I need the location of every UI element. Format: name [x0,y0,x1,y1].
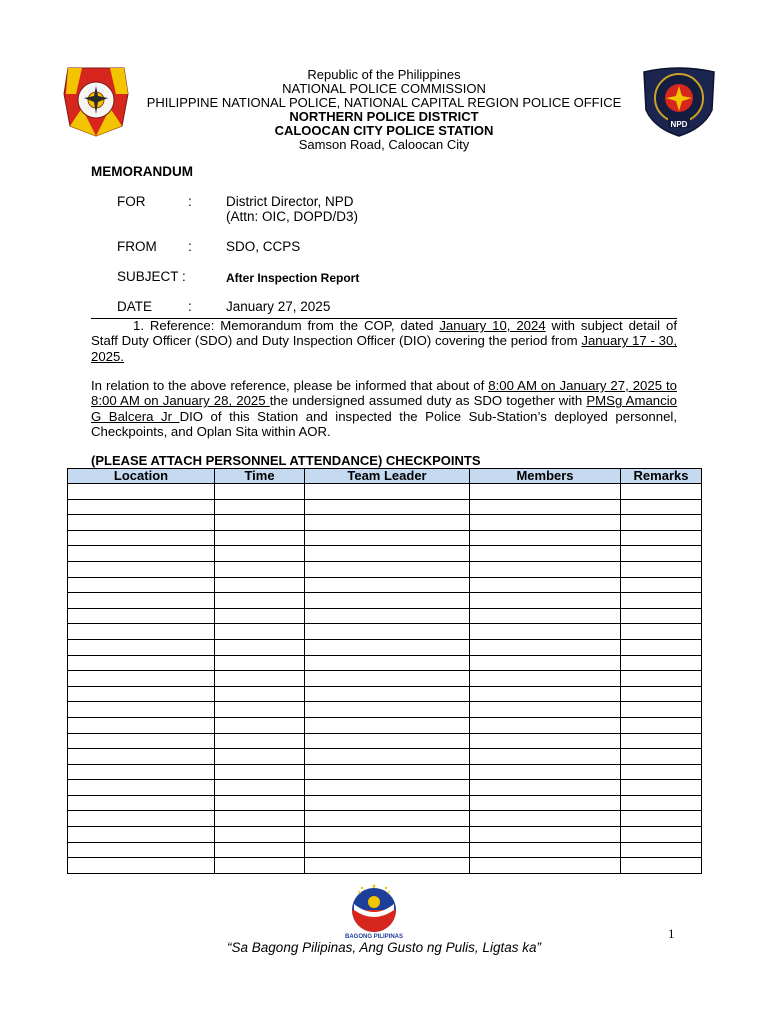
p1-text-b: with subject detail of Staff Duty Officer (SDO) and Duty Inspection Officer (DIO) covering the period from [91,318,677,349]
col-header-members: Members [470,469,621,484]
table-cell [68,717,215,733]
header-republic: Republic of the Philippines [307,67,461,82]
table-cell [215,733,305,749]
table-cell [621,577,702,593]
table-cell [621,655,702,671]
reference-paragraph [91,318,677,364]
p2-dio-name: PMSg Amancio G Balcera Jr [91,393,677,424]
table-cell [68,499,215,515]
table-cell [215,624,305,640]
table-cell [215,795,305,811]
checkpoints-table [67,468,702,874]
table-cell [470,530,621,546]
table-cell [621,842,702,858]
table-cell [68,577,215,593]
table-cell [305,702,470,718]
p2-duty-time: 8:00 AM on January 27, 2025 to 8:00 AM on January 28, 2025 [91,378,677,409]
memo-title: MEMORANDUM [91,164,193,179]
header-district: NORTHERN POLICE DISTRICT [289,109,479,124]
table-cell [621,593,702,609]
table-row [68,561,702,577]
table-cell [215,499,305,515]
date-label: DATE [117,299,153,314]
table-cell [305,530,470,546]
table-cell [470,686,621,702]
table-row [68,811,702,827]
table-cell [305,608,470,624]
table-row [68,717,702,733]
table-cell [621,608,702,624]
table-cell [305,561,470,577]
table-cell [305,499,470,515]
page-number: 1 [668,926,675,941]
table-cell [470,733,621,749]
table-cell [215,858,305,874]
p2-text-b: the undersigned assumed duty as SDO together with [269,393,587,409]
table-cell [621,546,702,562]
table-cell [621,780,702,796]
table-cell [305,764,470,780]
table-cell [470,749,621,765]
p1-memo-date: January 10, 2024 [439,318,546,333]
table-cell [470,811,621,827]
table-cell [305,717,470,733]
from-value: SDO, CCPS [226,239,301,254]
for-label: FOR [117,194,146,209]
table-cell [621,484,702,500]
table-cell [215,780,305,796]
for-attn: (Attn: OIC, DOPD/D3) [226,209,359,224]
table-cell [470,764,621,780]
table-cell [621,749,702,765]
table-cell [215,671,305,687]
table-cell [621,499,702,515]
table-cell [470,608,621,624]
table-cell [215,686,305,702]
table-cell [68,749,215,765]
table-cell [470,795,621,811]
table-cell [621,764,702,780]
table-cell [68,639,215,655]
table-cell [470,546,621,562]
table-cell [470,577,621,593]
table-cell [68,593,215,609]
date-colon: : [188,299,192,314]
subject-label: SUBJECT : [117,269,186,284]
table-cell [305,639,470,655]
table-cell [621,530,702,546]
table-row [68,530,702,546]
table-row [68,624,702,640]
table-cell [305,593,470,609]
table-cell [305,858,470,874]
table-cell [215,702,305,718]
table-row [68,671,702,687]
table-row [68,499,702,515]
from-colon: : [188,239,192,254]
table-cell [68,795,215,811]
table-cell [621,671,702,687]
table-cell [68,515,215,531]
table-cell [621,827,702,843]
table-cell [305,484,470,500]
table-cell [215,749,305,765]
header-station: CALOOCAN CITY POLICE STATION [274,123,494,138]
table-row [68,484,702,500]
table-cell [68,702,215,718]
bagong-pilipinas-logo [340,882,408,940]
table-cell [215,764,305,780]
bagong-pilipinas-logo-text: BAGONG PILIPINAS [344,934,404,940]
table-cell [470,499,621,515]
table-cell [68,546,215,562]
table-cell [215,655,305,671]
table-row [68,639,702,655]
table-cell [470,717,621,733]
date-value: January 27, 2025 [226,299,331,314]
table-cell [68,655,215,671]
table-row [68,608,702,624]
table-cell [215,639,305,655]
table-row [68,842,702,858]
table-cell [68,671,215,687]
table-cell [621,702,702,718]
table-row [68,546,702,562]
table-cell [68,764,215,780]
table-header-row [68,469,702,484]
table-cell [621,717,702,733]
table-row [68,827,702,843]
footer-motto: “Sa Bagong Pilipinas, Ang Gusto ng Pulis, Ligtas ka” [227,940,541,955]
table-cell [68,608,215,624]
table-cell [470,671,621,687]
table-cell [68,858,215,874]
table-cell [68,780,215,796]
table-cell [621,515,702,531]
table-row [68,749,702,765]
table-cell [470,593,621,609]
table-cell [68,842,215,858]
table-cell [305,811,470,827]
table-cell [621,686,702,702]
table-cell [621,811,702,827]
table-cell [305,733,470,749]
table-row [68,764,702,780]
table-cell [621,795,702,811]
table-cell [68,686,215,702]
table-row [68,733,702,749]
table-cell [470,624,621,640]
table-cell [215,484,305,500]
table-cell [215,530,305,546]
table-cell [68,530,215,546]
for-value: District Director, NPD [226,194,354,209]
col-header-location: Location [68,469,215,484]
table-cell [305,515,470,531]
p2-text-a: In relation to the above reference, please be informed that about of [91,378,489,393]
table-cell [621,858,702,874]
table-cell [470,484,621,500]
table-cell [470,702,621,718]
subject-value: After Inspection Report [226,271,360,285]
table-cell [470,639,621,655]
table-cell [215,515,305,531]
header-pnp-ncrpo: PHILIPPINE NATIONAL POLICE, NATIONAL CAPITAL REGION POLICE OFFICE [146,95,622,110]
table-cell [215,827,305,843]
table-cell [305,842,470,858]
table-cell [621,561,702,577]
header-address: Samson Road, Caloocan City [298,137,470,152]
col-header-time: Time [215,469,305,484]
header-napolcom: NATIONAL POLICE COMMISSION [282,81,486,96]
table-cell [621,733,702,749]
table-cell [305,780,470,796]
table-row [68,858,702,874]
from-label: FROM [117,239,157,254]
table-cell [215,842,305,858]
table-cell [470,842,621,858]
table-cell [215,577,305,593]
table-row [68,515,702,531]
table-cell [305,827,470,843]
table-cell [68,827,215,843]
table-cell [305,546,470,562]
table-row [68,593,702,609]
col-header-team-leader: Team Leader [305,469,470,484]
table-cell [215,593,305,609]
col-header-remarks: Remarks [621,469,702,484]
table-cell [68,484,215,500]
table-cell [305,749,470,765]
table-cell [305,686,470,702]
p2-text-c: DIO of this Station and inspected the Police Sub-Station’s deployed personnel, Checkpoints, and Oplan Sita within AOR. [91,408,677,440]
table-cell [470,827,621,843]
npd-seal-text: NPD [670,120,688,129]
for-colon: : [188,194,192,209]
table-cell [470,515,621,531]
table-cell [68,733,215,749]
table-cell [215,561,305,577]
table-cell [215,717,305,733]
table-cell [470,780,621,796]
table-cell [305,624,470,640]
table-cell [305,577,470,593]
p1-text-a: 1. Reference: Memorandum from the COP, dated [133,318,440,333]
table-cell [470,655,621,671]
table-cell [305,671,470,687]
table-cell [215,608,305,624]
table-row [68,686,702,702]
table-cell [215,546,305,562]
duty-paragraph [91,378,677,440]
table-cell [621,639,702,655]
table-cell [305,655,470,671]
table-cell [215,811,305,827]
p1-period: January 17 - 30, 2025. [91,333,677,364]
table-row [68,655,702,671]
table-cell [305,795,470,811]
table-cell [621,624,702,640]
table-row [68,795,702,811]
table-row [68,702,702,718]
table-cell [68,811,215,827]
table-cell [470,561,621,577]
table-row [68,577,702,593]
table-row [68,780,702,796]
table-cell [68,561,215,577]
table-cell [68,624,215,640]
checkpoints-table-title: (PLEASE ATTACH PERSONNEL ATTENDANCE) CHECKPOINTS [91,453,481,468]
table-cell [470,858,621,874]
